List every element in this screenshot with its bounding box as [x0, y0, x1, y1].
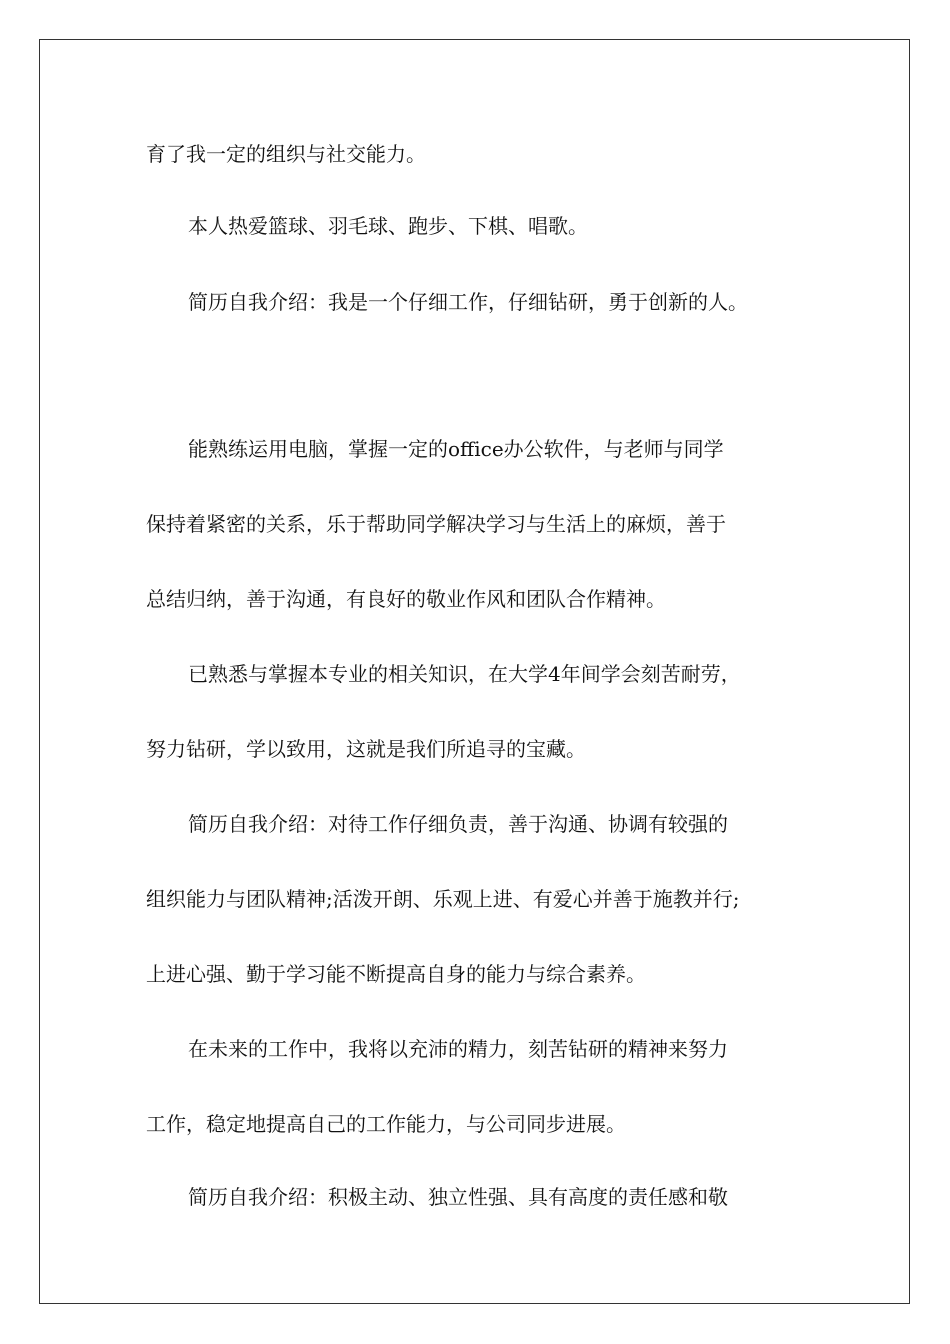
text-line-13: 工作，稳定地提高自己的工作能力，与公司同步进展。 — [146, 1112, 626, 1136]
text-line-2: 本人热爱篮球、羽毛球、跑步、下棋、唱歌。 — [188, 214, 588, 238]
text-line-12: 在未来的工作中，我将以充沛的精力，刻苦钻研的精神来努力 — [188, 1037, 728, 1061]
text-line-3: 简历自我介绍：我是一个仔细工作，仔细钻研，勇于创新的人。 — [188, 290, 748, 314]
text-line-5: 保持着紧密的关系，乐于帮助同学解决学习与生活上的麻烦，善于 — [146, 512, 726, 536]
text-line-1: 育了我一定的组织与社交能力。 — [146, 142, 426, 166]
text-line-7: 已熟悉与掌握本专业的相关知识，在大学4年间学会刻苦耐劳， — [188, 662, 741, 686]
text-line-6: 总结归纳，善于沟通，有良好的敬业作风和团队合作精神。 — [146, 587, 666, 611]
text-line-9: 简历自我介绍：对待工作仔细负责，善于沟通、协调有较强的 — [188, 812, 728, 836]
text-line-10: 组织能力与团队精神;活泼开朗、乐观上进、有爱心并善于施教并行; — [146, 887, 740, 911]
text-line-4: 能熟练运用电脑，掌握一定的office办公软件，与老师与同学 — [188, 437, 724, 461]
text-line-8: 努力钻研，学以致用，这就是我们所追寻的宝藏。 — [146, 737, 586, 761]
text-line-14: 简历自我介绍：积极主动、独立性强、具有高度的责任感和敬 — [188, 1185, 728, 1209]
text-line-11: 上进心强、勤于学习能不断提高自身的能力与综合素养。 — [146, 962, 646, 986]
